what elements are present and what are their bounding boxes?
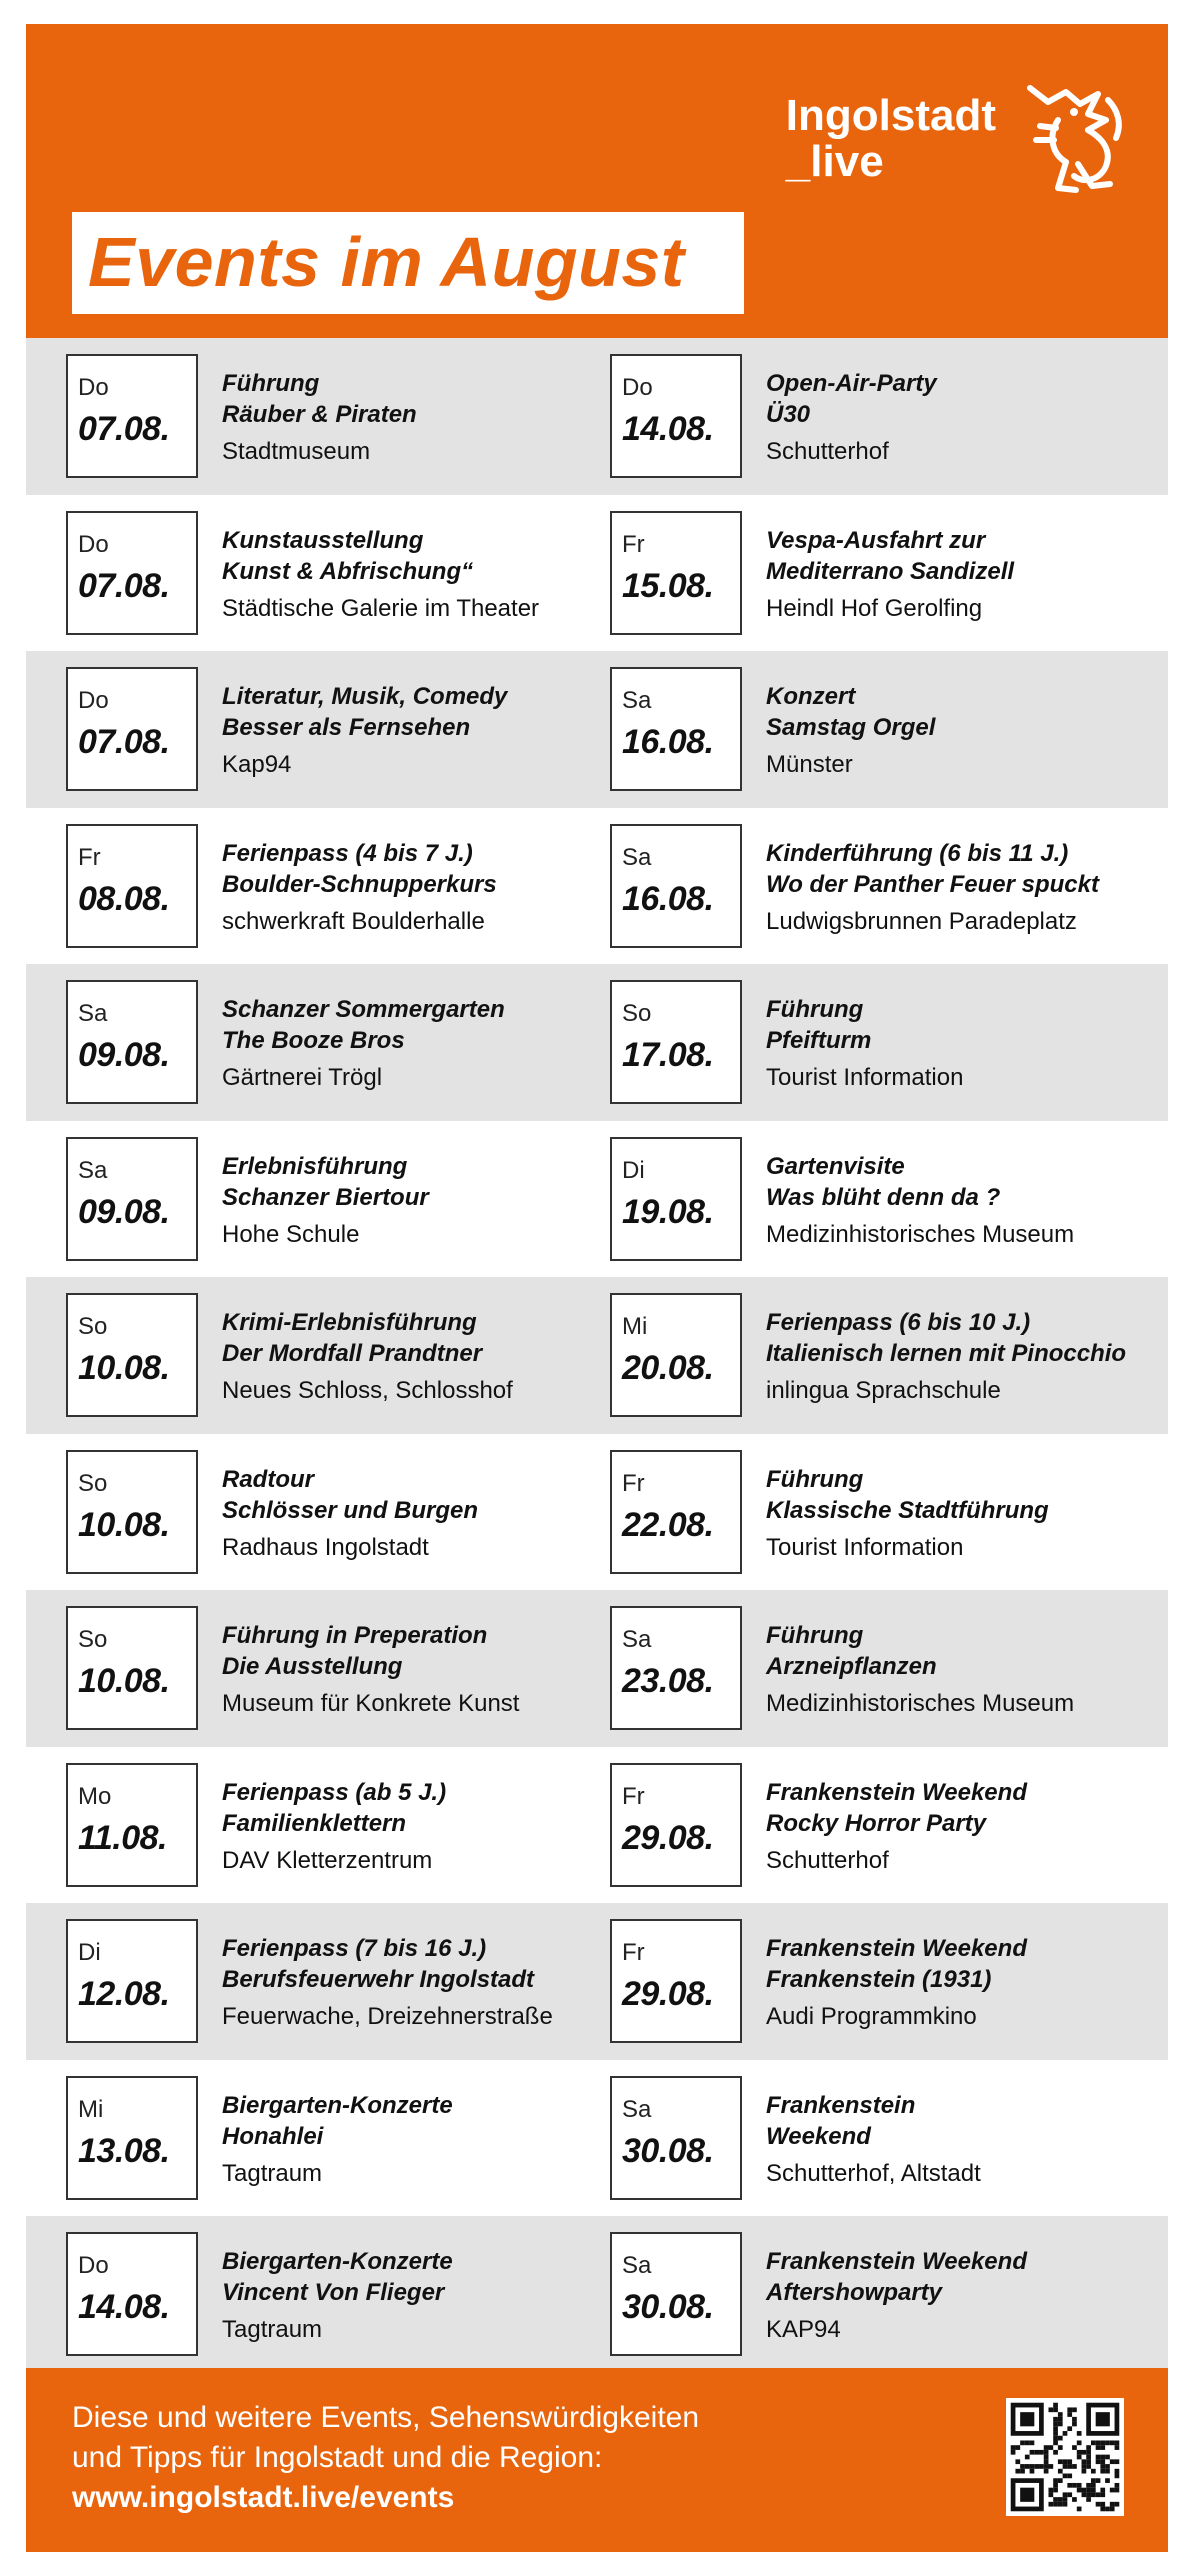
event-weekday: So (78, 1469, 108, 1497)
event-title: Boulder-Schnupperkurs (222, 870, 497, 898)
event-location: Heindl Hof Gerolfing (766, 594, 983, 622)
event-location: KAP94 (766, 2316, 841, 2343)
event-location: Hohe Schule (222, 1220, 360, 1248)
event-title: Weekend (766, 2122, 871, 2150)
event-weekday: Sa (622, 687, 652, 714)
event-date: 23.08. (622, 1662, 714, 1700)
footer-url-link[interactable]: www.ingolstadt.live/events (72, 2481, 455, 2514)
event-title: Samstag Orgel (766, 714, 936, 741)
event-info (766, 1151, 1166, 1250)
event-info (766, 681, 1166, 780)
event-info (766, 1307, 1166, 1406)
event-item[interactable] (610, 2060, 1170, 2217)
brand-line-2: _live (785, 137, 884, 186)
event-location: Medizinhistorisches Museum (766, 1220, 1075, 1248)
event-item[interactable] (610, 1277, 1170, 1434)
date-box (66, 1450, 198, 1574)
event-date: 15.08. (622, 566, 714, 605)
event-location: Schutterhof (766, 438, 889, 465)
event-category: Vespa-Ausfahrt zur (766, 526, 986, 554)
event-info (222, 1620, 622, 1719)
footer-line-1: Diese und weitere Events, Sehenswürdigkeiten (72, 2401, 700, 2434)
event-weekday: Sa (622, 843, 652, 871)
event-weekday: Mi (622, 1313, 648, 1340)
event-date: 07.08. (78, 723, 170, 761)
event-category: Kinderführung (6 bis 11 J.) (766, 839, 1069, 867)
event-location: Tourist Information (766, 1064, 964, 1091)
event-weekday: Fr (622, 530, 645, 558)
event-weekday: Do (622, 374, 653, 401)
event-date: 17.08. (622, 1036, 714, 1074)
event-title: Schanzer Biertour (222, 1183, 429, 1211)
event-title: Aftershowparty (766, 2279, 943, 2306)
event-date: 16.08. (622, 723, 714, 761)
event-title: Der Mordfall Prandtner (222, 1340, 483, 1367)
event-item[interactable] (66, 1121, 626, 1278)
event-row (26, 2060, 1168, 2217)
event-row (26, 1747, 1168, 1904)
event-location: Gärtnerei Trögl (222, 1064, 383, 1091)
event-info (766, 1620, 1166, 1719)
event-title: Wo der Panther Feuer spuckt (766, 870, 1099, 898)
event-title: Vincent Von Flieger (222, 2279, 445, 2306)
event-item[interactable] (610, 1121, 1170, 1278)
event-row (26, 651, 1168, 808)
date-box (610, 354, 742, 478)
event-date: 14.08. (78, 2288, 170, 2326)
event-date: 29.08. (622, 1975, 714, 2013)
event-info (766, 368, 1166, 467)
date-box (66, 1137, 198, 1261)
date-box (610, 511, 742, 635)
event-category: Frankenstein (766, 2091, 916, 2119)
event-location: Tourist Information (766, 1533, 964, 1561)
event-title: Was blüht denn da ? (766, 1183, 1001, 1211)
event-category: Ferienpass (4 bis 7 J.) (222, 839, 473, 867)
event-date: 08.08. (78, 879, 170, 918)
date-box (610, 667, 742, 791)
event-item[interactable] (66, 2060, 626, 2217)
event-date: 09.08. (78, 1192, 170, 1231)
event-location: Radhaus Ingolstadt (222, 1533, 429, 1561)
event-weekday: Sa (78, 1156, 108, 1184)
event-info (222, 368, 622, 467)
event-location: Städtische Galerie im Theater (222, 594, 540, 622)
brand-wordmark (786, 93, 996, 185)
event-item[interactable] (66, 1747, 626, 1904)
event-title: Die Ausstellung (222, 1653, 403, 1680)
event-date: 20.08. (622, 1349, 714, 1387)
event-row (26, 964, 1168, 1121)
event-item[interactable] (610, 1903, 1170, 2060)
event-row (26, 2216, 1168, 2373)
event-poster (26, 24, 1168, 2552)
event-item[interactable] (66, 1590, 626, 1747)
event-info (766, 2246, 1166, 2345)
event-location: Audi Programmkino (766, 2003, 977, 2030)
event-weekday: Mi (78, 2095, 104, 2123)
event-info (766, 994, 1166, 1093)
event-category: Führung in Preperation (222, 1622, 488, 1649)
event-category: Führung (222, 370, 320, 397)
event-item[interactable] (66, 808, 626, 965)
event-location: DAV Kletterzentrum (222, 1846, 433, 1874)
event-date: 11.08. (78, 1818, 168, 1857)
event-title: Berufsfeuerwehr Ingolstadt (222, 1966, 535, 1993)
event-date: 07.08. (78, 410, 170, 448)
event-title: Schlösser und Burgen (222, 1496, 479, 1524)
event-info (766, 1933, 1166, 2032)
event-category: Führung (766, 1622, 864, 1649)
date-box (66, 1606, 198, 1730)
event-date: 14.08. (622, 410, 714, 448)
date-box (66, 667, 198, 791)
event-weekday: So (78, 1313, 108, 1340)
event-category: Literatur, Musik, Comedy (222, 683, 508, 710)
event-info (222, 2246, 622, 2345)
event-info (222, 1464, 622, 1563)
page-title: Events im August (88, 223, 685, 301)
event-item[interactable] (66, 1277, 626, 1434)
event-location: Neues Schloss, Schlosshof (222, 1377, 513, 1404)
date-box (610, 1919, 742, 2043)
event-date: 13.08. (78, 2131, 170, 2170)
event-info (222, 838, 622, 937)
event-weekday: Sa (78, 1000, 108, 1027)
event-title: Frankenstein (1931) (766, 1966, 992, 1993)
event-item[interactable] (610, 1590, 1170, 1747)
brand-logo[interactable] (786, 64, 1128, 214)
event-weekday: Do (78, 687, 109, 714)
event-row (26, 808, 1168, 965)
event-weekday: Fr (622, 1782, 645, 1810)
event-weekday: Di (78, 1939, 101, 1966)
date-box (610, 1763, 742, 1887)
event-category: Frankenstein Weekend (766, 1778, 1027, 1806)
event-title: Klassische Stadtführung (766, 1496, 1049, 1524)
event-date: 16.08. (622, 879, 714, 918)
event-category: Schanzer Sommergarten (222, 996, 505, 1023)
event-weekday: Fr (622, 1939, 645, 1966)
event-title: Pfeifturm (766, 1027, 872, 1054)
event-info (766, 1464, 1166, 1563)
event-item[interactable] (610, 338, 1170, 495)
footer-line-2: und Tipps für Ingolstadt und die Region: (72, 2441, 603, 2474)
event-category: Führung (766, 996, 864, 1023)
event-item[interactable] (610, 2216, 1170, 2373)
event-title: Italienisch lernen mit Pinocchio (766, 1340, 1127, 1367)
event-category: Konzert (766, 683, 856, 710)
event-location: inlingua Sprachschule (766, 1377, 1001, 1404)
event-info (222, 681, 622, 780)
event-weekday: Do (78, 2252, 109, 2279)
event-location: Schutterhof (766, 1846, 889, 1874)
event-row (26, 1590, 1168, 1747)
event-title: Ü30 (766, 401, 811, 428)
date-box (610, 1293, 742, 1417)
event-weekday: So (622, 1000, 652, 1027)
event-location: Kap94 (222, 751, 292, 778)
event-category: Kunstausstellung (222, 526, 424, 554)
event-location: Feuerwache, Dreizehnerstraße (222, 2003, 553, 2030)
event-info (222, 1777, 622, 1876)
footer-text (72, 2398, 699, 2518)
date-box (66, 2232, 198, 2356)
event-location: Münster (766, 751, 853, 778)
event-item[interactable] (610, 1434, 1170, 1591)
event-date: 12.08. (78, 1975, 170, 2013)
event-item[interactable] (66, 495, 626, 652)
event-category: Frankenstein Weekend (766, 1935, 1027, 1962)
event-item[interactable] (610, 1747, 1170, 1904)
event-item[interactable] (610, 495, 1170, 652)
event-weekday: Fr (622, 1469, 645, 1497)
date-box (610, 1606, 742, 1730)
event-category: Führung (766, 1465, 864, 1493)
date-box (66, 1919, 198, 2043)
event-category: Open-Air-Party (766, 370, 937, 397)
poster-footer (26, 2368, 1168, 2552)
event-title: Arzneipflanzen (766, 1653, 937, 1680)
event-title: Räuber & Piraten (222, 401, 417, 428)
event-date: 10.08. (78, 1349, 170, 1387)
date-box (610, 2232, 742, 2356)
event-location: Ludwigsbrunnen Paradeplatz (766, 907, 1077, 935)
event-date: 09.08. (78, 1036, 170, 1074)
event-item[interactable] (610, 651, 1170, 808)
event-category: Biergarten-Konzerte (222, 2248, 453, 2275)
event-row (26, 1903, 1168, 2060)
event-info (222, 1307, 622, 1406)
event-date: 30.08. (622, 2288, 714, 2326)
event-location: Tagtraum (222, 2159, 323, 2187)
event-weekday: Di (622, 1156, 645, 1184)
event-location: Museum für Konkrete Kunst (222, 1690, 520, 1717)
event-item[interactable] (610, 808, 1170, 965)
event-info (766, 2090, 1166, 2189)
date-box (610, 824, 742, 948)
event-category: Ferienpass (7 bis 16 J.) (222, 1935, 487, 1962)
date-box (66, 2076, 198, 2200)
event-category: Krimi-Erlebnisführung (222, 1309, 477, 1336)
event-weekday: Sa (622, 1626, 652, 1653)
event-row (26, 1434, 1168, 1591)
event-item[interactable] (66, 2216, 626, 2373)
event-category: Biergarten-Konzerte (222, 2091, 453, 2119)
event-weekday: Sa (622, 2252, 652, 2279)
event-date: 22.08. (622, 1505, 714, 1544)
event-category: Ferienpass (ab 5 J.) (222, 1778, 447, 1806)
date-box (610, 2076, 742, 2200)
event-title: The Booze Bros (222, 1027, 405, 1054)
event-row (26, 495, 1168, 652)
poster-header (26, 24, 1168, 338)
event-info (222, 1933, 622, 2032)
event-info (766, 525, 1166, 624)
event-weekday: Fr (78, 843, 101, 871)
date-box (66, 980, 198, 1104)
event-item[interactable] (66, 1434, 626, 1591)
event-weekday: Do (78, 530, 109, 558)
event-item[interactable] (66, 1903, 626, 2060)
event-weekday: Mo (78, 1782, 112, 1810)
event-title: Mediterrano Sandizell (766, 557, 1015, 585)
title-box (72, 212, 744, 314)
event-title: Besser als Fernsehen (222, 714, 471, 741)
event-row (26, 1277, 1168, 1434)
event-row (26, 1121, 1168, 1278)
date-box (610, 1450, 742, 1574)
event-location: Schutterhof, Altstadt (766, 2159, 981, 2187)
event-category: Frankenstein Weekend (766, 2248, 1027, 2275)
event-item[interactable] (66, 964, 626, 1121)
date-box (610, 1137, 742, 1261)
event-category: Ferienpass (6 bis 10 J.) (766, 1309, 1031, 1336)
event-date: 07.08. (78, 566, 170, 605)
event-weekday: Do (78, 374, 109, 401)
date-box (66, 511, 198, 635)
qr-code-icon[interactable] (1006, 2398, 1124, 2516)
event-weekday: Sa (622, 2095, 652, 2123)
event-title: Honahlei (222, 2122, 324, 2150)
event-category: Gartenvisite (766, 1152, 905, 1180)
event-location: Medizinhistorisches Museum (766, 1690, 1075, 1717)
date-box (66, 354, 198, 478)
brand-line-1: Ingolstadt (785, 91, 996, 140)
date-box (66, 1293, 198, 1417)
event-weekday: So (78, 1626, 108, 1653)
event-info (766, 1777, 1166, 1876)
event-location: Stadtmuseum (222, 438, 371, 465)
date-box (66, 824, 198, 948)
event-item[interactable] (610, 964, 1170, 1121)
event-item[interactable] (66, 651, 626, 808)
date-box (610, 980, 742, 1104)
event-date: 30.08. (622, 2131, 714, 2170)
event-title: Rocky Horror Party (766, 1809, 987, 1837)
event-row (26, 338, 1168, 495)
event-location: Tagtraum (222, 2316, 323, 2343)
event-title: Familienklettern (222, 1809, 407, 1837)
event-title: Kunst & Abfrischung“ (222, 557, 474, 585)
event-location: schwerkraft Boulderhalle (222, 907, 485, 935)
event-date: 29.08. (622, 1818, 714, 1857)
event-date: 10.08. (78, 1662, 170, 1700)
event-info (222, 1151, 622, 1250)
event-category: Radtour (222, 1465, 314, 1493)
lion-crest-icon (1018, 80, 1128, 198)
event-info (766, 838, 1166, 937)
event-date: 10.08. (78, 1505, 170, 1544)
event-date: 19.08. (622, 1192, 714, 1231)
event-info (222, 994, 622, 1093)
events-list (26, 338, 1168, 2373)
event-category: Erlebnisführung (222, 1152, 408, 1180)
date-box (66, 1763, 198, 1887)
event-info (222, 525, 622, 624)
event-info (222, 2090, 622, 2189)
event-item[interactable] (66, 338, 626, 495)
